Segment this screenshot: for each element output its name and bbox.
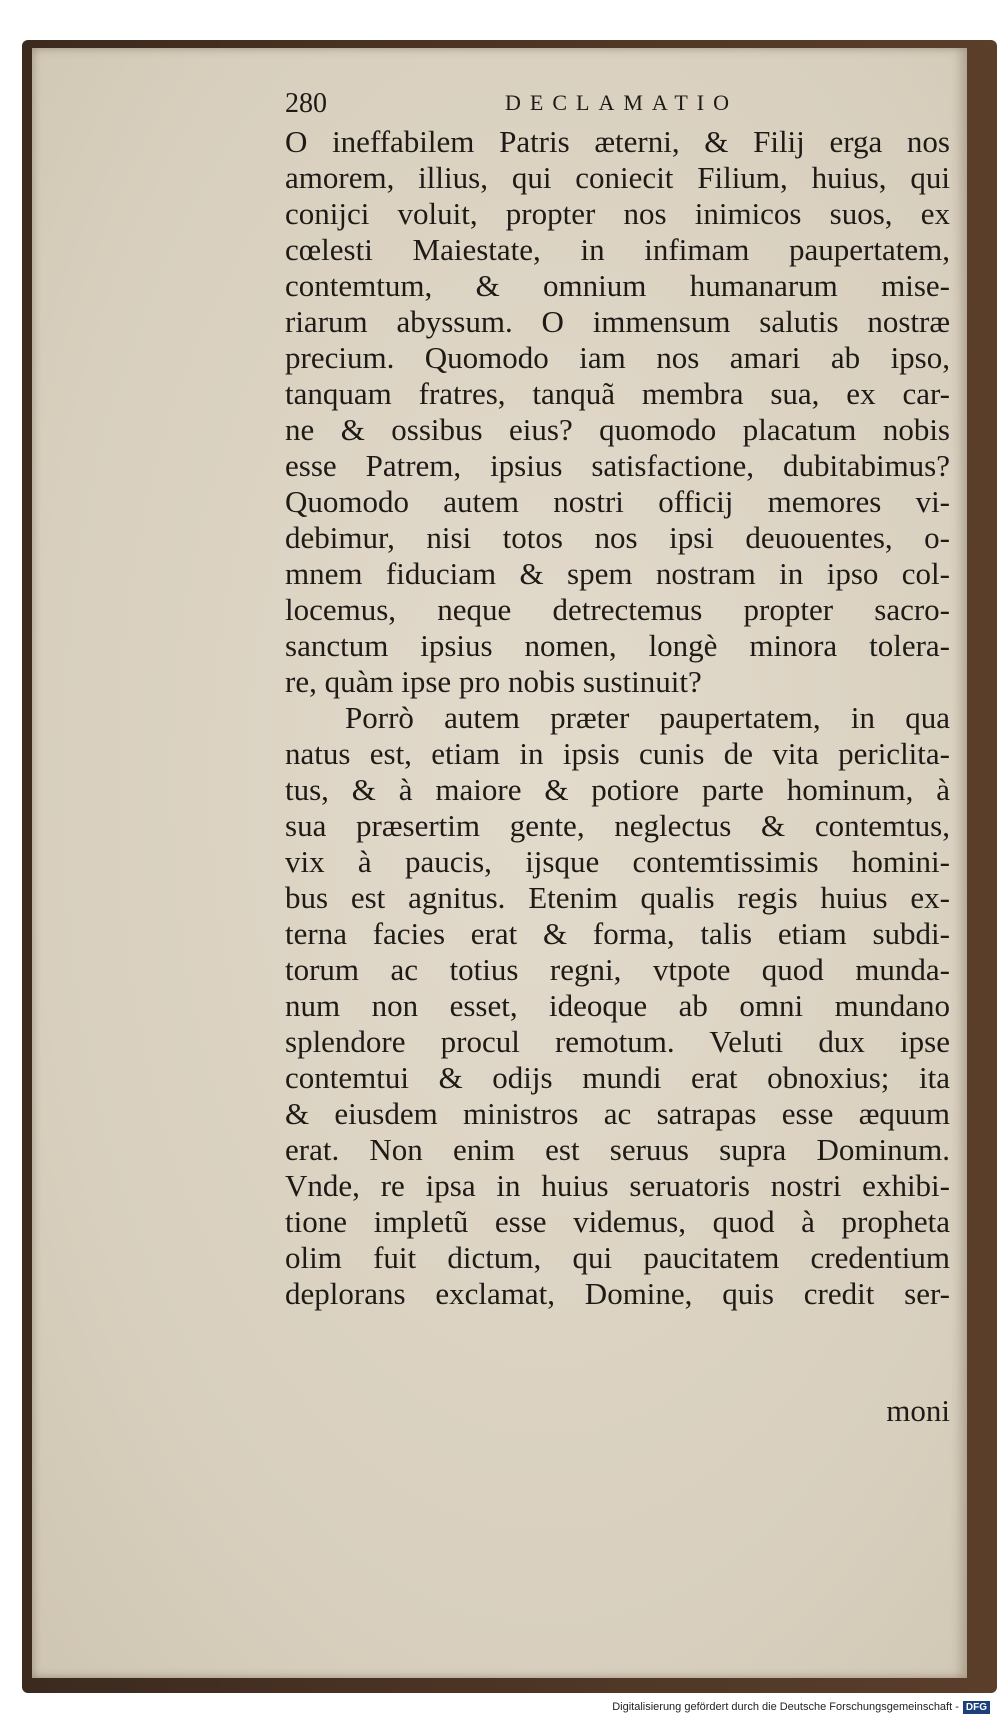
text-line: ne & ossibus eius? quomodo placatum nobis — [285, 412, 950, 447]
text-line: conijci voluit, propter nos inimicos suos, ex — [285, 196, 950, 231]
text-line: & eiusdem ministros ac satrapas esse æquum — [285, 1096, 950, 1131]
text-line: contemtui & odijs mundi erat obnoxius; ita — [285, 1060, 950, 1095]
text-line: erat. Non enim est seruus supra Dominum. — [285, 1132, 950, 1167]
text-line: Vnde, re ipsa in huius seruatoris nostri exhibi- — [285, 1168, 950, 1203]
text-line: vix à paucis, ijsque contemtissimis homini- — [285, 844, 950, 879]
text-line: cœlesti Maiestate, in infimam paupertatem, — [285, 232, 950, 267]
text-line: Quomodo autem nostri officij memores vi- — [285, 484, 950, 519]
dfg-logo: DFG — [963, 1701, 990, 1714]
text-line: tus, & à maiore & potiore parte hominum, à — [285, 772, 950, 807]
text-line: precium. Quomodo iam nos amari ab ipso, — [285, 340, 950, 375]
running-head — [285, 88, 945, 122]
text-line: terna facies erat & forma, talis etiam subdi- — [285, 916, 950, 951]
text-line: tanquam fratres, tanquã membra sua, ex car- — [285, 376, 950, 411]
text-line: O ineffabilem Patris æterni, & Filij erga nos — [285, 124, 950, 159]
text-line: re, quàm ipse pro nobis sustinuit? — [285, 664, 702, 699]
text-line: torum ac totius regni, vtpote quod munda- — [285, 952, 950, 987]
text-line: riarum abyssum. O immensum salutis nostræ — [285, 304, 950, 339]
digitization-credit — [612, 1701, 990, 1714]
running-head-title: DECLAMATIO — [505, 90, 738, 115]
text-line: contemtum, & omnium humanarum mise- — [285, 268, 950, 303]
text-line: bus est agnitus. Etenim qualis regis huius ex- — [285, 880, 950, 915]
text-line: mnem fiduciam & spem nostram in ipso col- — [285, 556, 950, 591]
text-line: deplorans exclamat, Domine, quis credit ser- — [285, 1276, 950, 1311]
text-line: locemus, neque detrectemus propter sacro- — [285, 592, 950, 627]
page-number: 280 — [285, 88, 327, 119]
catchword: moni — [886, 1393, 950, 1428]
text-line: esse Patrem, ipsius satisfactione, dubitabimus? — [285, 448, 950, 483]
text-line: natus est, etiam in ipsis cunis de vita periclita- — [285, 736, 950, 771]
text-line: tione impletũ esse videmus, quod à propheta — [285, 1204, 950, 1239]
text-line: num non esset, ideoque ab omni mundano — [285, 988, 950, 1023]
text-line: amorem, illius, qui coniecit Filium, huius, qui — [285, 160, 950, 195]
text-line: splendore procul remotum. Veluti dux ipse — [285, 1024, 950, 1059]
paragraph-start-line: Porrò autem præter paupertatem, in qua — [345, 700, 950, 735]
text-line: debimur, nisi totos nos ipsi deuouentes, o- — [285, 520, 950, 555]
text-line: sua præsertim gente, neglectus & contemtus, — [285, 808, 950, 843]
credit-text: Digitalisierung gefördert durch die Deutsche Forschungsgemeinschaft - — [612, 1701, 959, 1713]
text-line: olim fuit dictum, qui paucitatem credentium — [285, 1240, 950, 1275]
body-text — [285, 124, 950, 1312]
text-line: sanctum ipsius nomen, longè minora tolera- — [285, 628, 950, 663]
